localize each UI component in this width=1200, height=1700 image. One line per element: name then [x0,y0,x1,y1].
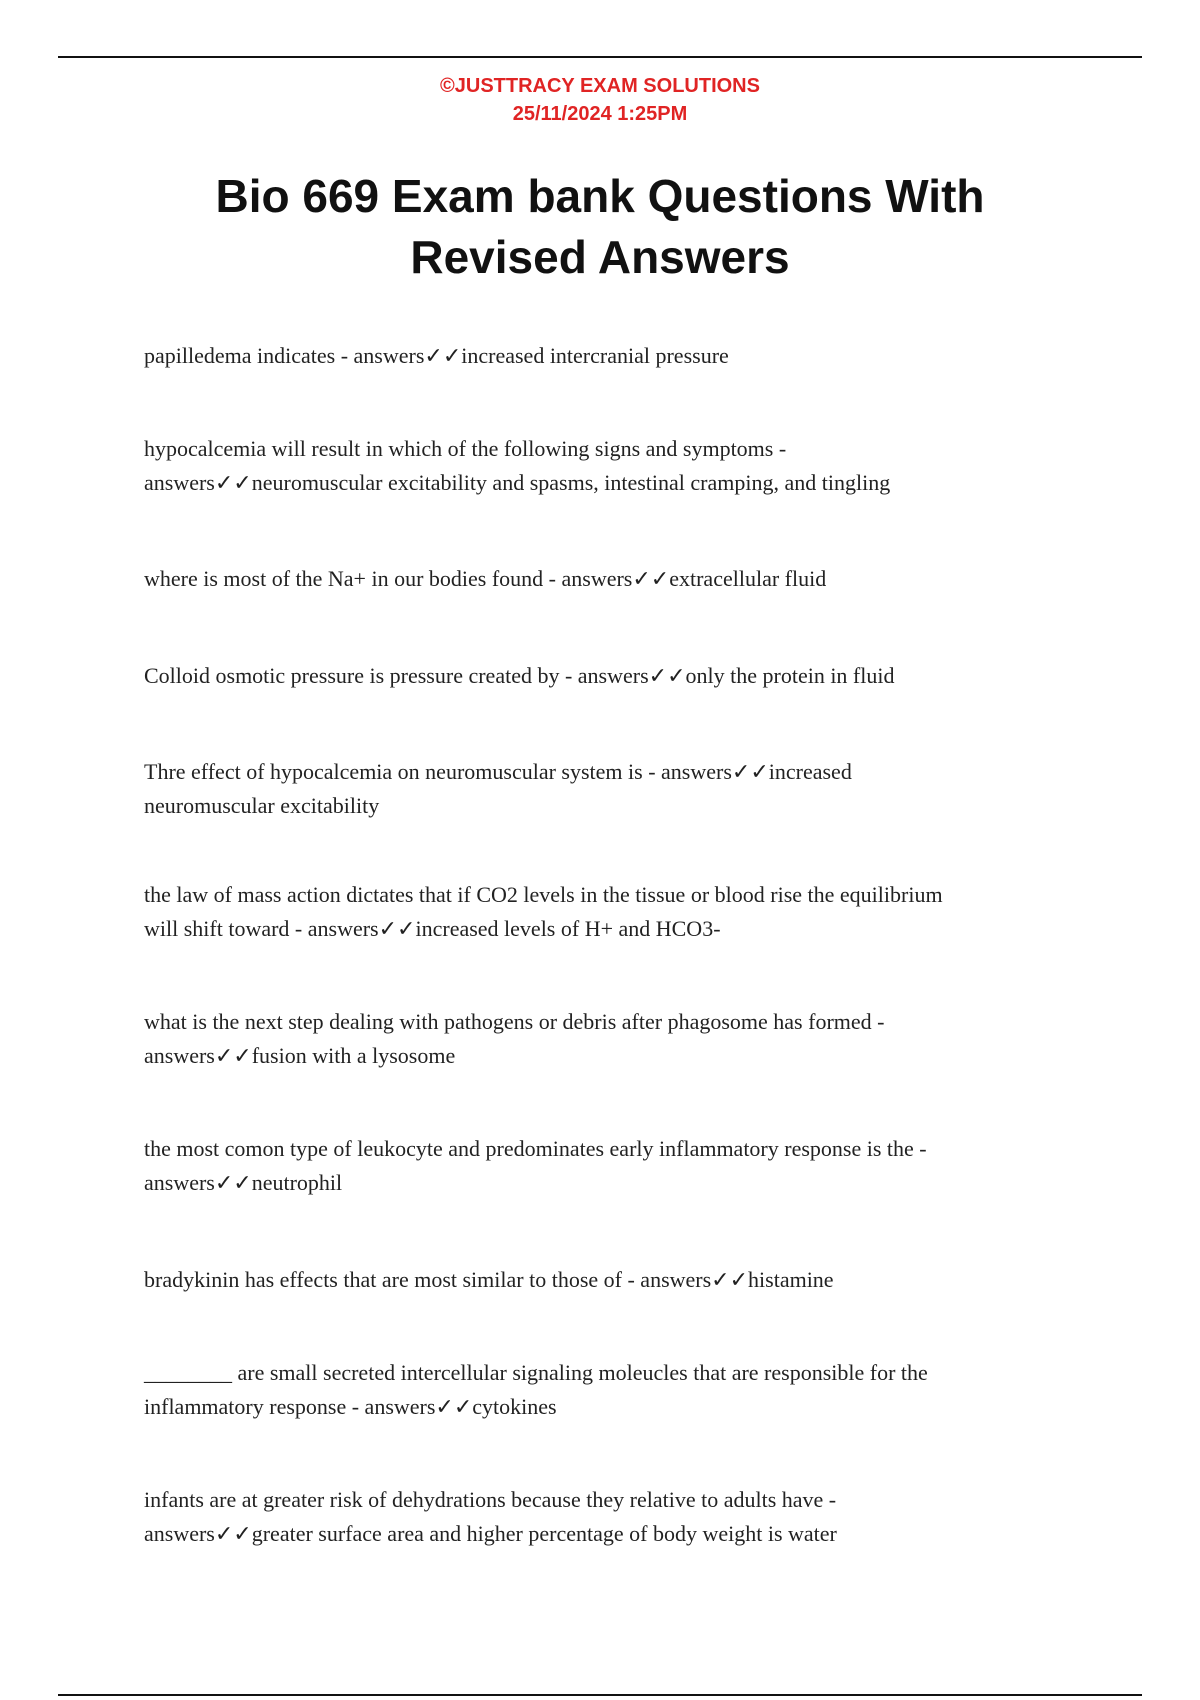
qa-line: neuromuscular excitability [144,793,380,818]
qa-line: ________ are small secreted intercellular signaling moleucles that are responsible for the [144,1360,928,1385]
qa-line: infants are at greater risk of dehydrations because they relative to adults have - [144,1487,837,1512]
qa-line: answers✓✓fusion with a lysosome [144,1043,456,1068]
qa-line: Colloid osmotic pressure is pressure created by - answers✓✓only the protein in fluid [144,663,895,688]
qa-line: will shift toward - answers✓✓increased levels of H+ and HCO3- [144,916,721,941]
qa-item-8 [144,1132,1044,1200]
datetime-text: 25/11/2024 1:25PM [512,103,688,125]
qa-line: inflammatory response - answers✓✓cytokines [144,1394,557,1419]
bottom-rule [58,1694,1142,1696]
qa-line: answers✓✓neuromuscular excitability and spasms, intestinal cramping, and tingling [144,470,891,495]
qa-item-2 [144,432,1044,500]
qa-item-9 [144,1263,1044,1297]
qa-item-1 [144,339,1044,373]
qa-item-6 [144,878,1044,946]
qa-line: papilledema indicates - answers✓✓increased intercranial pressure [144,343,729,368]
title-line-2: Revised Answers [410,231,790,283]
qa-item-10 [144,1356,1044,1424]
qa-line: bradykinin has effects that are most similar to those of - answers✓✓histamine [144,1267,834,1292]
qa-line: the most comon type of leukocyte and predominates early inflammatory response is the - [144,1136,927,1161]
top-rule [58,56,1142,58]
document-title [100,166,1100,288]
qa-line: hypocalcemia will result in which of the following signs and symptoms - [144,436,787,461]
qa-line: answers✓✓greater surface area and higher percentage of body weight is water [144,1521,837,1546]
qa-line: the law of mass action dictates that if CO2 levels in the tissue or blood rise the equilibrium [144,882,943,907]
qa-item-4 [144,659,1044,693]
qa-item-5 [144,755,1044,823]
qa-line: where is most of the Na+ in our bodies found - answers✓✓extracellular fluid [144,566,827,591]
title-line-1: Bio 669 Exam bank Questions With [215,170,985,222]
qa-item-3 [144,562,1044,596]
header-watermark [0,72,1200,128]
qa-line: what is the next step dealing with pathogens or debris after phagosome has formed - [144,1009,885,1034]
qa-line: answers✓✓neutrophil [144,1170,343,1195]
qa-item-11 [144,1483,1044,1551]
qa-line: Thre effect of hypocalcemia on neuromuscular system is - answers✓✓increased [144,759,852,784]
qa-item-7 [144,1005,1044,1073]
copyright-text: ©JUSTTRACY EXAM SOLUTIONS [440,75,760,97]
